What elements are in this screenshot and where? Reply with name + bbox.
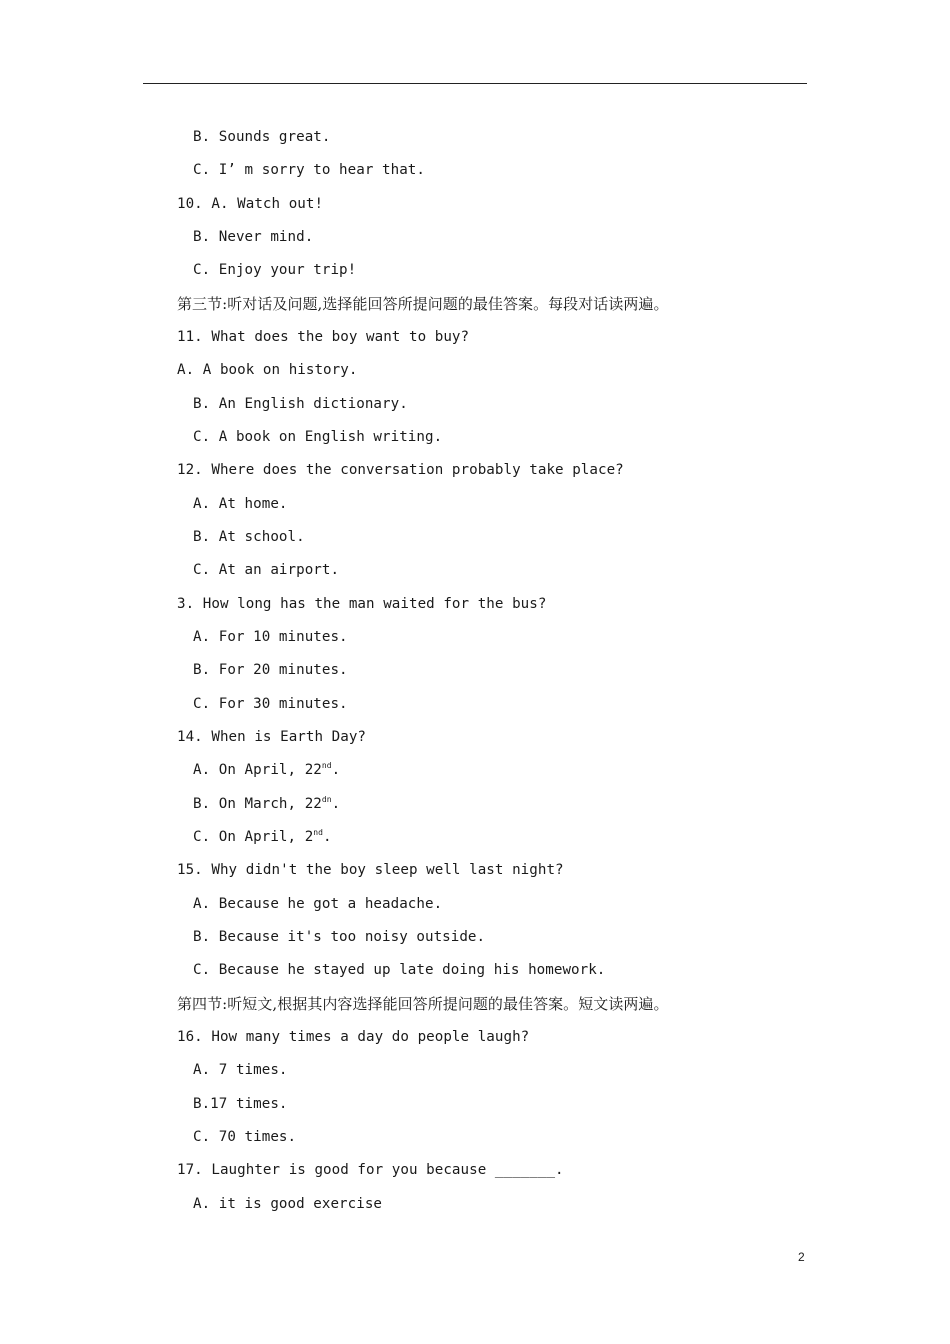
- question-line: [177, 1160, 564, 1180]
- question-line: [177, 460, 624, 480]
- line-text: B.17 times.: [193, 1095, 288, 1112]
- option-line: [193, 494, 288, 514]
- line-tail: .: [331, 762, 341, 779]
- option-line: [193, 560, 339, 580]
- line-text: A. 7 times.: [193, 1062, 288, 1079]
- line-text: A. it is good exercise: [193, 1195, 383, 1212]
- line-text: 第三节:听对话及问题,选择能回答所提问题的最佳答案。每段对话读两遍。: [177, 294, 669, 313]
- line-text: 14. When is Earth Day?: [177, 728, 367, 745]
- option-line: [193, 227, 313, 247]
- option-line: [193, 394, 408, 414]
- option-line: [193, 960, 605, 980]
- option-line: [193, 1127, 296, 1147]
- line-text: B. Sounds great.: [193, 129, 331, 145]
- option-line: [193, 427, 442, 447]
- line-text: C. Enjoy your trip!: [193, 262, 357, 279]
- line-text: A. A book on history.: [177, 362, 358, 379]
- option-line: [193, 927, 485, 947]
- question-line: [177, 194, 323, 214]
- line-text: B. Because it's too noisy outside.: [193, 928, 486, 945]
- ordinal-suffix: dn: [321, 794, 332, 804]
- option-line: [193, 1194, 382, 1214]
- line-text: B. At school.: [193, 529, 305, 545]
- option-line: [193, 827, 332, 847]
- line-text: 第四节:听短文,根据其内容选择能回答所提问题的最佳答案。短文读两遍。: [177, 994, 669, 1013]
- line-text: 11. What does the boy want to buy?: [177, 329, 470, 345]
- line-text: 16. How many times a day do people laugh?: [177, 1028, 530, 1045]
- ordinal-suffix: nd: [313, 827, 324, 837]
- ordinal-suffix: nd: [321, 761, 332, 771]
- question-line: [177, 594, 546, 614]
- line-text: B. Never mind.: [193, 229, 314, 245]
- line-text: C. A book on English writing.: [193, 429, 443, 445]
- option-line: [193, 760, 340, 780]
- line-text: A. Because he got a headache.: [193, 895, 443, 912]
- line-text: 12. Where does the conversation probably take place?: [177, 462, 624, 479]
- line-text: C. At an airport.: [193, 562, 340, 579]
- option-line: [193, 1094, 288, 1114]
- option-line: [193, 127, 330, 147]
- question-line: [177, 327, 469, 347]
- line-text: C. I’ m sorry to hear that.: [193, 162, 425, 179]
- section-heading: [177, 294, 669, 314]
- question-line: [177, 860, 564, 880]
- line-text: A. On April, 22: [193, 762, 322, 779]
- line-text: C. Because he stayed up late doing his homework.: [193, 962, 606, 979]
- line-text: 15. Why didn't the boy sleep well last night?: [177, 862, 564, 879]
- option-line: [193, 694, 348, 714]
- option-line: [193, 260, 356, 280]
- line-text: A. For 10 minutes.: [193, 629, 348, 645]
- page-number: 2: [798, 1250, 805, 1264]
- line-text: C. On April, 2: [193, 828, 314, 845]
- section-heading: [177, 994, 669, 1014]
- line-text: 10. A. Watch out!: [177, 195, 324, 212]
- line-text: B. On March, 22: [193, 795, 322, 812]
- line-text: 3. How long has the man waited for the bus?: [177, 595, 547, 612]
- line-tail: .: [331, 795, 341, 812]
- line-text: B. An English dictionary.: [193, 395, 408, 412]
- option-line: [193, 1060, 288, 1080]
- line-tail: .: [323, 828, 332, 845]
- line-text: C. 70 times.: [193, 1128, 297, 1145]
- question-line: [177, 360, 357, 380]
- option-line: [193, 527, 305, 547]
- option-line: [193, 160, 425, 180]
- question-line: [177, 727, 366, 747]
- line-text: B. For 20 minutes.: [193, 662, 348, 679]
- option-line: [193, 660, 348, 680]
- question-line: [177, 1027, 529, 1047]
- option-line: [193, 894, 442, 914]
- option-line: [193, 794, 340, 814]
- line-text: A. At home.: [193, 495, 288, 512]
- line-text: C. For 30 minutes.: [193, 695, 348, 712]
- option-line: [193, 627, 348, 647]
- line-text: 17. Laughter is good for you because _______.: [177, 1162, 564, 1179]
- header-rule: [143, 83, 807, 84]
